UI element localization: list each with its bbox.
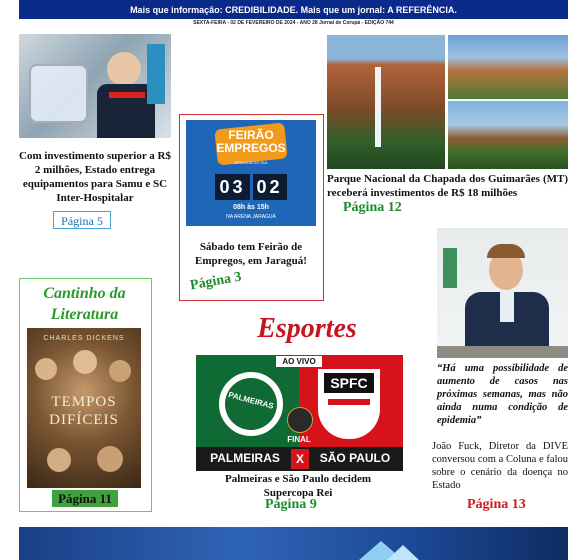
feirao-hours: 08h às 15h <box>233 204 269 211</box>
banner-final: FINAL <box>287 435 311 444</box>
feirao-subtitle: JARAGUÁ DO SUL <box>233 160 269 165</box>
feirao-title-2: EMPREGOS <box>216 141 286 155</box>
book-cover <box>27 328 141 488</box>
palmeiras-crest-icon <box>216 369 286 439</box>
banner-versus: X <box>291 449 309 469</box>
interview-photo <box>437 228 568 358</box>
interview-text: João Fuck, Diretor da DIVE conversou com a Coluna e falou sobre o cenário da doença no Estado <box>432 441 568 491</box>
interview-quote: “Há uma possibilidade de aumento de casos nas próximas semanas, mas não ainda numa condição de epidemia” <box>437 363 568 426</box>
banner-team2: SÃO PAULO <box>319 451 391 465</box>
book-title-1: TEMPOS <box>51 394 117 410</box>
feirao-month: 02 <box>253 174 287 200</box>
esportes-page-link[interactable]: Página 9 <box>265 497 317 512</box>
cantinho-title-1: Cantinho da <box>43 285 126 302</box>
samu-page-label: Página 5 <box>61 214 103 228</box>
spfc-crest-text: SPFC <box>330 375 368 391</box>
feirao-venue: NA ARENA JARAGUÁ <box>226 214 276 220</box>
book-title-2: DIFÍCEIS <box>49 412 119 428</box>
samu-photo <box>19 34 171 138</box>
esportes-heading: Esportes <box>257 313 357 344</box>
feirao-title-1: FEIRÃO <box>228 128 274 142</box>
samu-page-link[interactable] <box>53 211 111 229</box>
palmeiras-crest-text: PALMEIRAS <box>227 390 275 411</box>
interview-page-link[interactable]: Página 13 <box>467 497 526 512</box>
park-caption: Parque Nacional da Chapada dos Guimarães (MT) receberá investimentos de R$ 18 milhões <box>327 173 568 199</box>
banner-team1: PALMEIRAS <box>210 451 280 465</box>
feirao-day: 03 <box>215 174 249 200</box>
feirao-date <box>206 174 296 200</box>
feirao-page-link[interactable]: Página 3 <box>189 269 243 294</box>
park-photo-plateau <box>448 101 568 169</box>
park-page-link[interactable]: Página 12 <box>343 200 402 215</box>
feirao-caption: Sábado tem Feirão de Empregos, em Jaraguá! <box>195 241 307 267</box>
cantinho-page-link[interactable] <box>52 490 118 507</box>
cantinho-page-label: Página 11 <box>58 491 112 506</box>
park-photo-waterfall <box>327 35 445 169</box>
trophy-icon <box>287 407 313 433</box>
esportes-banner <box>196 355 403 471</box>
esportes-caption: Palmeiras e São Paulo decidem Supercopa Rei <box>224 473 372 499</box>
masthead-tagline: Mais que informação: CREDIBILIDADE. Mais que um jornal: A REFERÊNCIA. <box>19 0 568 19</box>
feirao-poster <box>186 120 316 238</box>
samu-caption: Com investimento superior a R$ 2 milhões, Estado entrega equipamentos para Samu e SC Inter-Hospitalar <box>19 150 171 204</box>
book-author: CHARLES DICKENS <box>43 335 125 342</box>
park-photo-valley <box>448 35 568 99</box>
spfc-crest-icon <box>318 369 380 439</box>
banner-ao-vivo: AO VIVO <box>276 356 322 367</box>
masthead-dateline: SEXTA-FEIRA - 02 DE FEVEREIRO DE 2024 - ANO 28 Jornal de Corupá - EDIÇÃO 744 <box>193 20 394 26</box>
bottom-banner <box>19 527 568 560</box>
cantinho-title-2: Literatura <box>50 306 119 323</box>
